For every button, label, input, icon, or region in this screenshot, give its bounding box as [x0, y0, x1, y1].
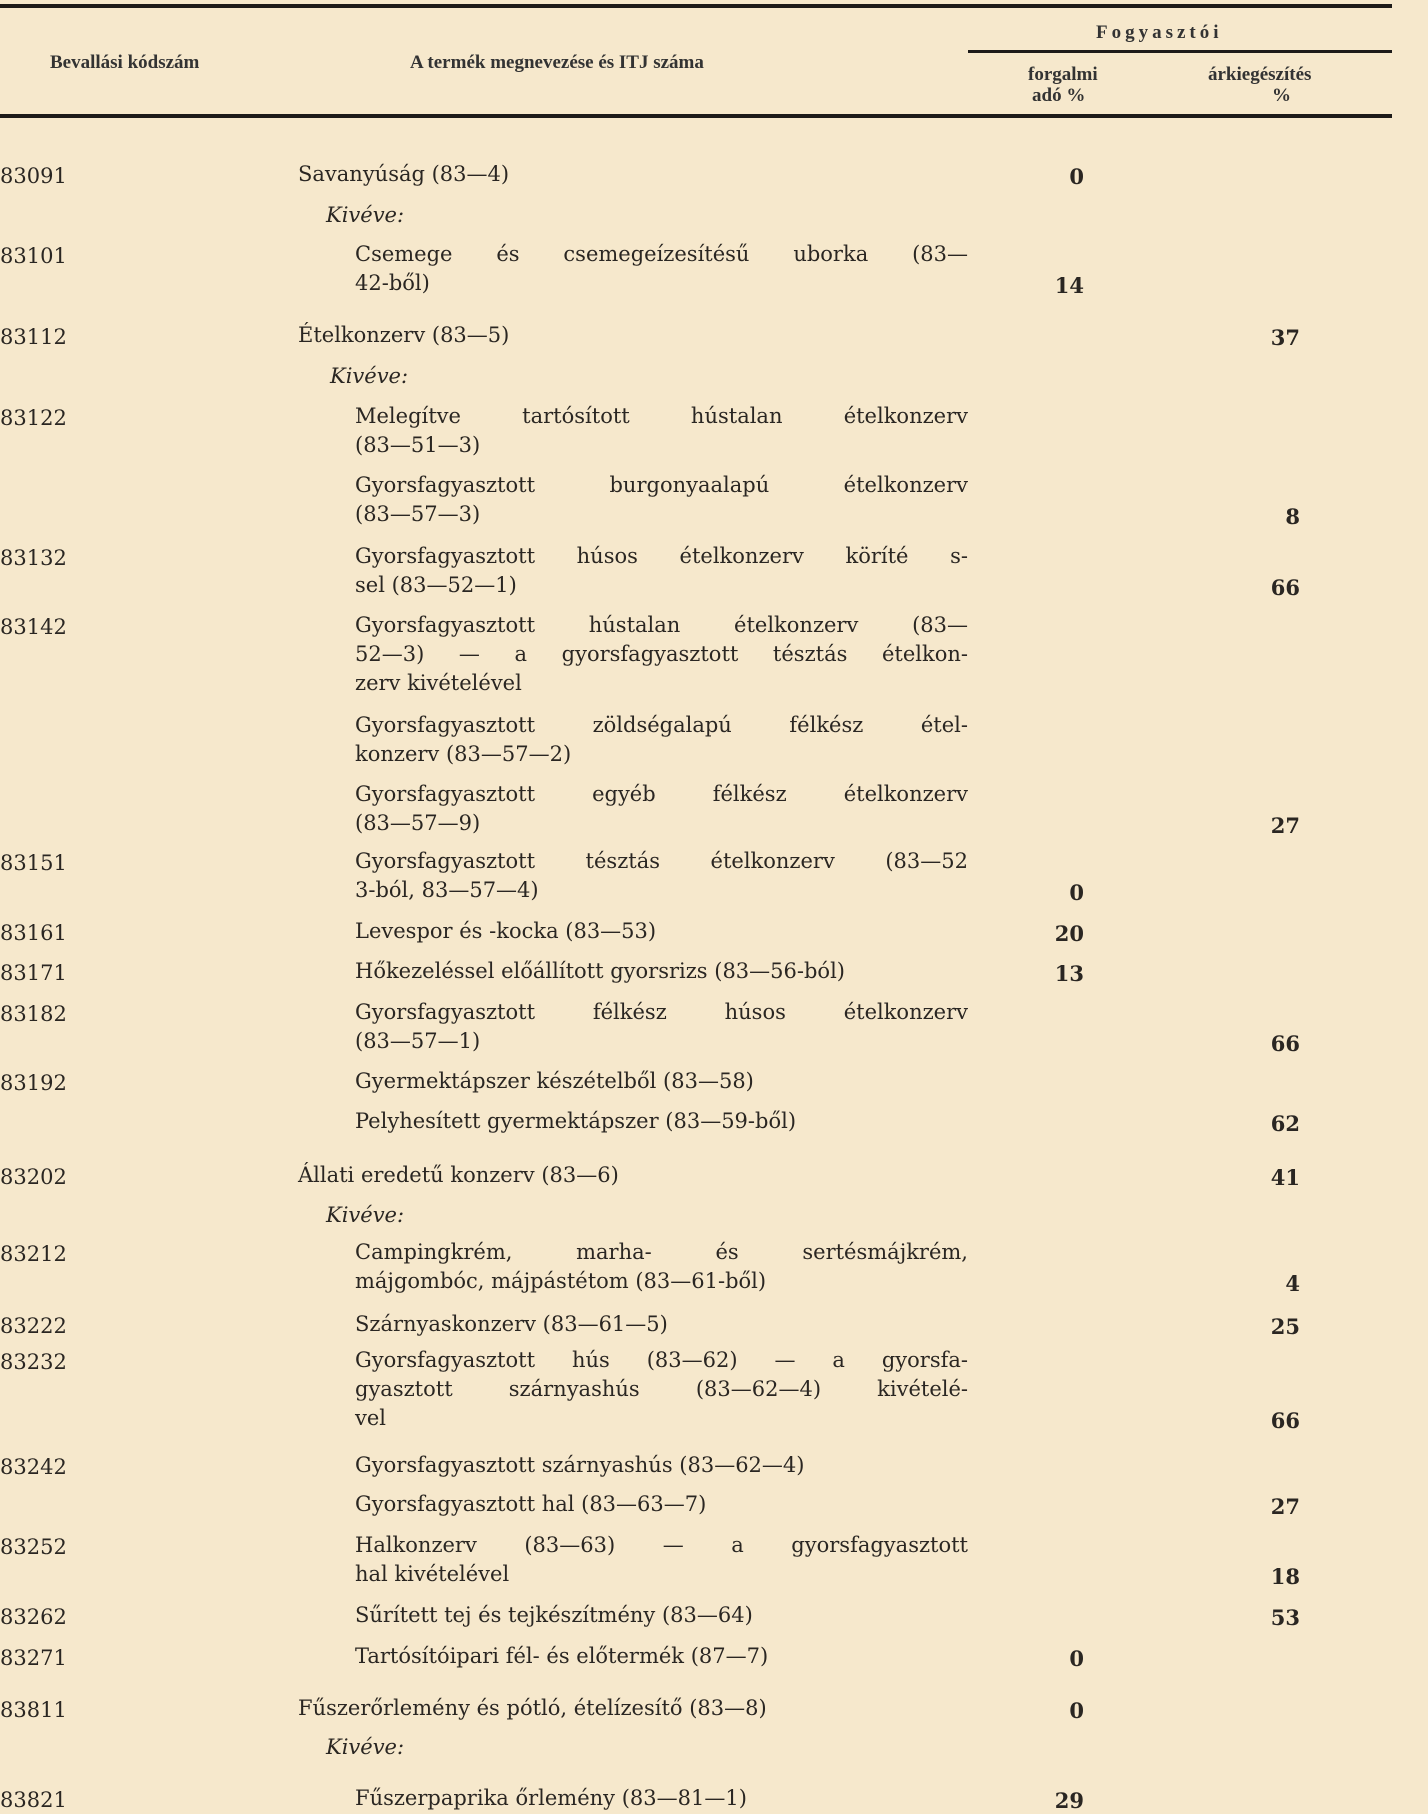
- arkiegeszites-value: 4: [1285, 1271, 1300, 1296]
- row-name-line: (83—57—1): [355, 1029, 481, 1053]
- row-code: 83271: [0, 1646, 67, 1670]
- arkiegeszites-value: 37: [1270, 325, 1300, 350]
- row-name-line: Gyorsfagyasztott hústalan ételkonzerv (83—: [355, 613, 968, 637]
- kiveve-label: Kivéve:: [330, 364, 409, 388]
- row-name-line: Melegítve tartósított hústalan ételkonzerv: [355, 404, 968, 428]
- arkiegeszites-value: 8: [1285, 504, 1300, 529]
- row-code: 83192: [0, 1071, 67, 1095]
- forgalmi-value: 14: [1054, 273, 1084, 298]
- row-name-line: 52—3) — a gyorsfagyasztott tésztás ételkon-: [355, 642, 968, 666]
- row-name-line: Gyorsfagyasztott szárnyashús (83—62—4): [355, 1453, 805, 1477]
- row-name-line: konzerv (83—57—2): [355, 742, 572, 766]
- row-name-line: Gyorsfagyasztott egyéb félkész ételkonzerv: [355, 782, 968, 806]
- row-code: 83091: [0, 164, 67, 188]
- arkiegeszites-value: 66: [1270, 1031, 1300, 1056]
- row-name-line: Gyorsfagyasztott burgonyaalapú ételkonzerv: [355, 473, 968, 497]
- group-header: Fogyasztói: [1096, 22, 1223, 43]
- row-code: 83171: [0, 961, 67, 985]
- arkiegeszites-value: 27: [1270, 813, 1300, 838]
- row-name-line: Savanyúság (83—4): [298, 162, 510, 186]
- row-code: 83161: [0, 921, 67, 945]
- row-name-line: vel: [355, 1406, 387, 1430]
- row-code: 83811: [0, 1698, 67, 1722]
- header-bottom-rule: [0, 114, 1392, 118]
- row-name-line: Csemege és csemegeízesítésű uborka (83—: [355, 242, 968, 266]
- row-code: 83252: [0, 1535, 67, 1559]
- row-name-line: sel (83—52—1): [355, 573, 517, 597]
- forgalmi-value: 13: [1054, 961, 1084, 986]
- row-name-line: Fűszerpaprika őrlemény (83—81—1): [355, 1786, 747, 1810]
- row-code: 83182: [0, 1002, 67, 1026]
- row-name-line: Gyorsfagyasztott húsos ételkonzerv köríté s-: [355, 544, 968, 568]
- row-name-line: Fűszerőrlemény és pótló, ételízesítő (83—8): [298, 1696, 767, 1720]
- arkiegeszites-value: 25: [1270, 1314, 1300, 1339]
- forgalmi-value: 0: [1069, 164, 1084, 189]
- row-name-line: Pelyhesített gyermektápszer (83—59-ből): [355, 1109, 797, 1133]
- top-rule: [0, 4, 1392, 8]
- row-name-line: Campingkrém, marha- és sertésmájkrém,: [355, 1240, 968, 1264]
- row-code: 83151: [0, 851, 67, 875]
- arkiegeszites-value: 62: [1270, 1111, 1300, 1136]
- row-name-line: Gyorsfagyasztott félkész húsos ételkonzerv: [355, 1000, 968, 1024]
- row-name-line: Hőkezeléssel előállított gyorsrizs (83—56-ból): [355, 959, 845, 983]
- row-name-line: 42-ből): [355, 271, 430, 295]
- group-rule: [968, 50, 1392, 53]
- row-code: 83132: [0, 546, 67, 570]
- row-name-line: Szárnyaskonzerv (83—61—5): [355, 1312, 668, 1336]
- row-name-line: Gyorsfagyasztott hús (83—62) — a gyorsfa-: [355, 1348, 968, 1372]
- row-name-line: májgombóc, májpástétom (83—61-ből): [355, 1269, 767, 1293]
- row-name-line: Gyorsfagyasztott hal (83—63—7): [355, 1492, 707, 1516]
- arkiegeszites-value: 27: [1270, 1494, 1300, 1519]
- header-ark-2: %: [1272, 85, 1291, 106]
- header-forgalmi-2: adó %: [1032, 85, 1086, 106]
- arkiegeszites-value: 18: [1270, 1564, 1300, 1589]
- arkiegeszites-value: 41: [1270, 1165, 1300, 1190]
- row-name-line: Sűrített tej és tejkészítmény (83—64): [355, 1603, 753, 1627]
- forgalmi-value: 0: [1069, 1646, 1084, 1671]
- row-name-line: zerv kivételével: [355, 671, 522, 695]
- header-forgalmi-1: forgalmi: [1028, 64, 1098, 85]
- row-name-line: (83—51—3): [355, 433, 481, 457]
- row-code: 83242: [0, 1455, 67, 1479]
- row-name-line: Gyorsfagyasztott tésztás ételkonzerv (83—52: [355, 849, 968, 873]
- arkiegeszites-value: 66: [1270, 575, 1300, 600]
- forgalmi-value: 29: [1054, 1788, 1084, 1813]
- forgalmi-value: 0: [1069, 880, 1084, 905]
- forgalmi-value: 0: [1069, 1698, 1084, 1723]
- header-code: Bevallási kódszám: [50, 52, 200, 73]
- header-name: A termék megnevezése és ITJ száma: [410, 52, 704, 73]
- forgalmi-value: 20: [1054, 921, 1084, 946]
- header-ark-1: árkiegészítés: [1208, 64, 1312, 85]
- row-name-line: gyasztott szárnyashús (83—62—4) kivételé-: [355, 1377, 968, 1401]
- kiveve-label: Kivéve:: [326, 1203, 405, 1227]
- row-code: 83112: [0, 325, 67, 349]
- row-name-line: Gyermektápszer készételből (83—58): [355, 1069, 754, 1093]
- row-name-line: Állati eredetű konzerv (83—6): [298, 1163, 619, 1187]
- row-code: 83262: [0, 1605, 67, 1629]
- row-code: 83222: [0, 1314, 67, 1338]
- row-name-line: Ételkonzerv (83—5): [298, 323, 510, 347]
- row-name-line: Gyorsfagyasztott zöldségalapú félkész étel-: [355, 713, 968, 737]
- row-name-line: Tartósítóipari fél- és előtermék (87—7): [355, 1644, 769, 1668]
- row-name-line: Halkonzerv (83—63) — a gyorsfagyasztott: [355, 1533, 968, 1557]
- row-name-line: 3-ból, 83—57—4): [355, 878, 539, 902]
- row-code: 83212: [0, 1242, 67, 1266]
- row-code: 83202: [0, 1165, 67, 1189]
- row-code: 83232: [0, 1350, 67, 1374]
- row-code: 83122: [0, 406, 67, 430]
- kiveve-label: Kivéve:: [326, 1735, 405, 1759]
- row-name-line: (83—57—3): [355, 502, 481, 526]
- arkiegeszites-value: 53: [1270, 1605, 1300, 1630]
- row-code: 83821: [0, 1788, 67, 1812]
- row-code: 83142: [0, 615, 67, 639]
- arkiegeszites-value: 66: [1270, 1408, 1300, 1433]
- kiveve-label: Kivéve:: [326, 203, 405, 227]
- row-name-line: Levespor és -kocka (83—53): [355, 919, 657, 943]
- row-name-line: (83—57—9): [355, 811, 481, 835]
- row-name-line: hal kivételével: [355, 1562, 510, 1586]
- row-code: 83101: [0, 244, 67, 268]
